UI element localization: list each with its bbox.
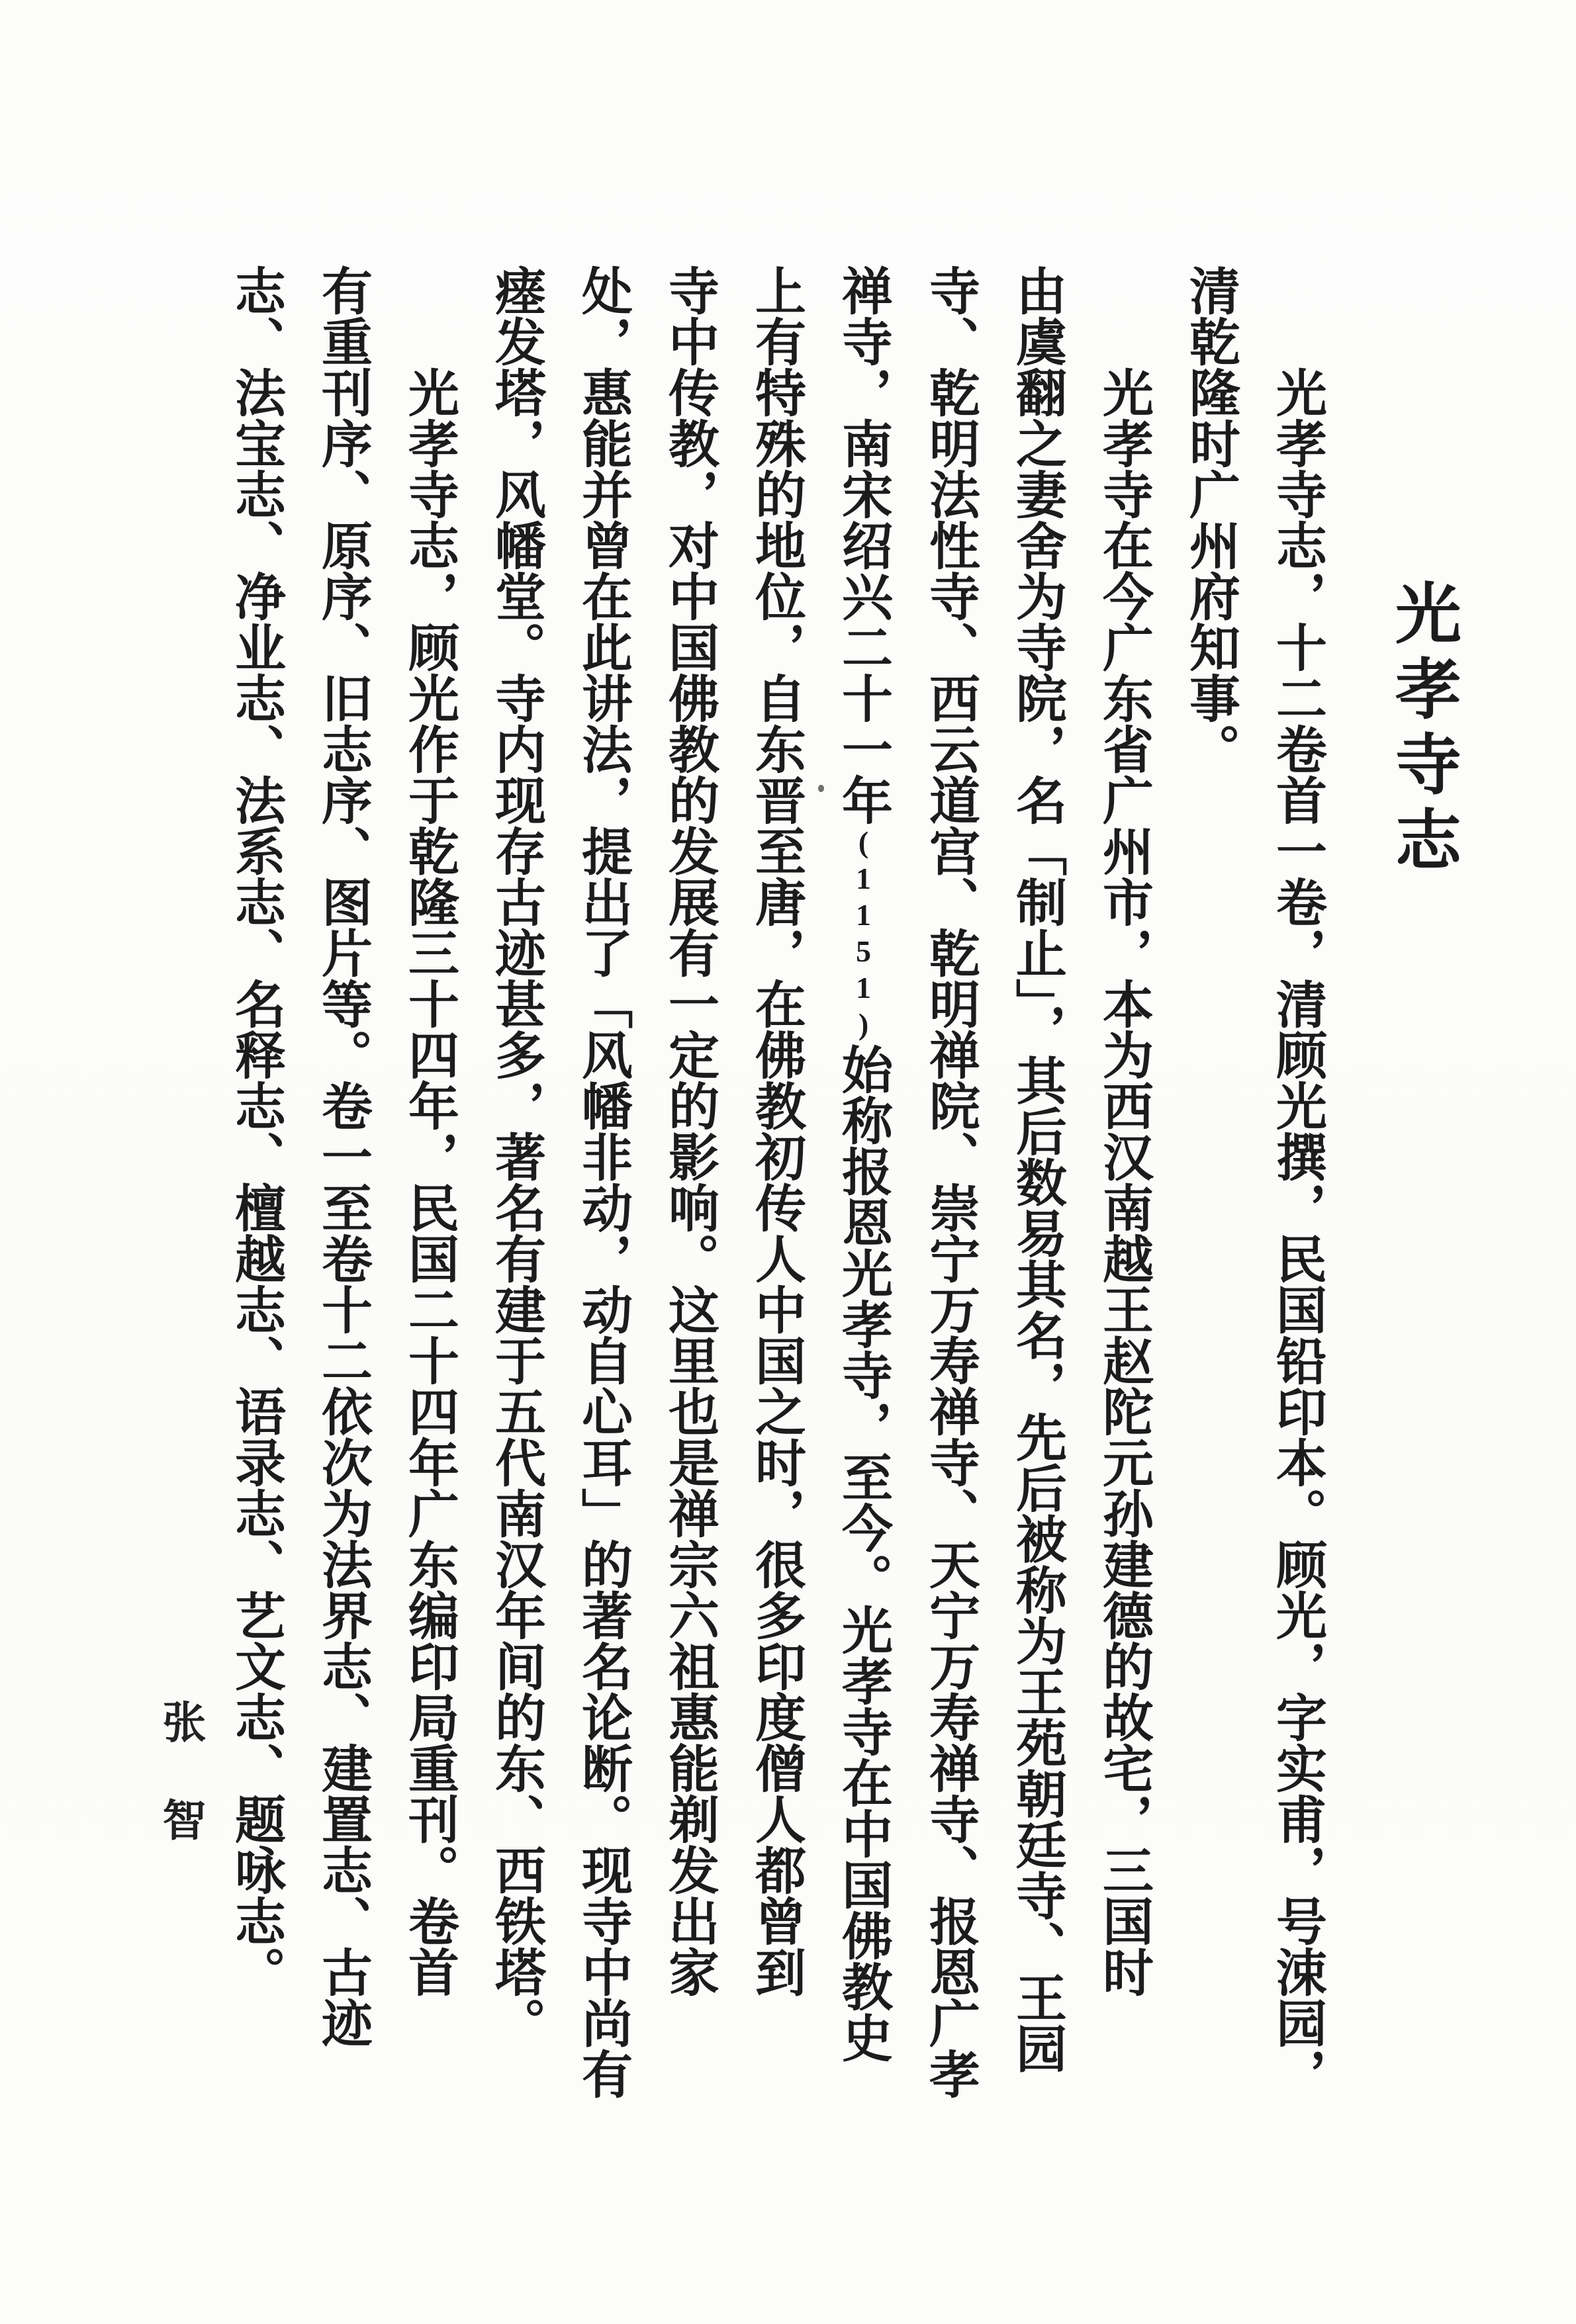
text-column-p2-8: 瘗发塔，风幡堂。寺内现存古迹甚多，著名有建于五代南汉年间的东、西铁塔。 [488,265,545,2048]
text-column-p2-1: 光孝寺在今广东省广州市，本为西汉南越王赵陀元孙建德的故宅，三国时 [1095,367,1152,1997]
text-column-p3-1: 光孝寺志，顾光作于乾隆三十四年，民国二十四年广东编印局重刊。卷首 [401,367,458,1997]
text-column-p2-6: 寺中传教，对中国佛教的发展有一定的影响。这里也是禅宗六祖惠能剃发出家 [661,265,718,1997]
text-column-p3-3: 志、法宝志、净业志、法系志、名释志、檀越志、语录志、艺文志、题咏志。 [228,265,285,1997]
text-column-p1-2: 清乾隆时广州府知事。 [1182,265,1239,774]
text-column-p2-3: 寺、乾明法性寺、西云道宫、乾明禅院、崇宁万寿禅寺、天宁万寿禅寺、报恩广孝 [922,265,979,2099]
page-title: 光孝寺志 [1385,579,1459,881]
text-column-p2-5: 上有特殊的地位，自东晋至唐，在佛教初传人中国之时，很多印度僧人都曾到 [748,265,805,1997]
text-column-p3-2: 有重刊序、原序、旧志序、图片等。卷一至卷十二依次为法界志、建置志、古迹 [314,265,371,2048]
text-column-p2-7: 处，惠能并曾在此讲法，提出了「风幡非动，动自心耳」的著名论断。现寺中尚有 [575,265,631,2099]
compiler-signature: 张智 [156,1699,204,1895]
ink-speck [818,785,824,792]
body-text [212,265,1340,2112]
year-numerals: (1151) [847,825,880,1044]
text-column-p2-4: 禅寺，南宋绍兴二十一年(1151)始称报恩光孝寺，至今。光孝寺在中国佛教史 [835,265,892,2063]
text-column-p1-1: 光孝寺志，十二卷首一卷，清顾光撰，民国铅印本。顾光，字实甫，号涑园， [1269,367,1326,2099]
text-column-p2-2: 由虞翻之妻舍为寺院，名「制止」，其后数易其名，先后被称为王苑朝廷寺、王园 [1009,265,1066,2074]
vertical-text-flow [212,265,1465,2112]
